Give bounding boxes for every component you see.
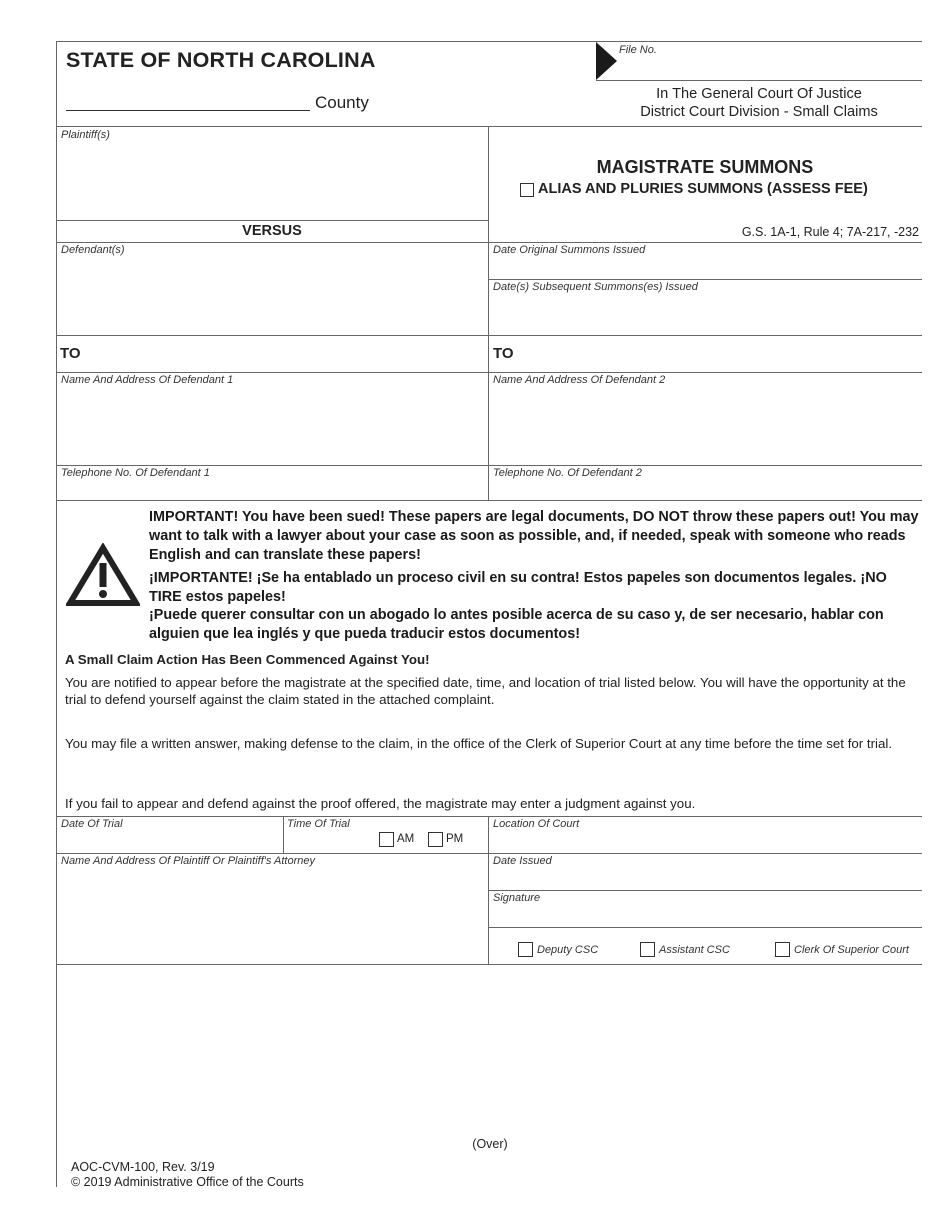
clerk-superior-court-label: Clerk Of Superior Court <box>794 944 909 956</box>
center-divider-top <box>488 126 489 500</box>
versus-bottom-rule <box>56 242 922 243</box>
date-original-field[interactable] <box>492 258 920 277</box>
deputy-csc-checkbox[interactable] <box>518 942 533 957</box>
date-issued-field[interactable] <box>492 869 920 888</box>
notice-paragraph-2: You may file a written answer, making defense to the claim, in the office of the Clerk of Superior Court at any time before the time set for trial. <box>65 736 893 751</box>
signature-label: Signature <box>493 892 541 904</box>
form-number: AOC-CVM-100, Rev. 3/19 <box>71 1160 215 1174</box>
court-line-2: District Court Division - Small Claims <box>640 104 878 120</box>
form-left-border <box>56 41 57 1187</box>
plaintiff-address-label: Name And Address Of Plaintiff Or Plaintiff's Attorney <box>61 855 315 867</box>
over-label: (Over) <box>472 1137 508 1151</box>
warning-spanish-2: ¡Puede querer consultar con un abogado lo antes posible acerca de su caso y, de ser necesario, hablar con alguien que lea inglés y que pueda traducir estos documentos! <box>149 607 884 642</box>
defendants-label: Defendant(s) <box>61 244 125 256</box>
clerk-superior-court-checkbox[interactable] <box>775 942 790 957</box>
telephone-bottom-rule <box>56 500 922 501</box>
defendant1-tel-field[interactable] <box>60 481 484 498</box>
form-top-border <box>56 41 922 42</box>
file-no-label: File No. <box>619 44 657 56</box>
to-bottom-rule <box>56 372 922 373</box>
trial-divider-1 <box>283 816 284 853</box>
defendant1-address-field[interactable] <box>60 388 484 462</box>
pm-label: PM <box>446 833 464 845</box>
date-issued-rule <box>488 890 922 891</box>
magistrate-summons-title: MAGISTRATE SUMMONS <box>596 157 814 177</box>
form-bottom-rule <box>56 964 922 965</box>
to-left-heading: TO <box>60 345 81 362</box>
court-line-1: In The General Court Of Justice <box>656 86 862 102</box>
date-issued-label: Date Issued <box>493 855 552 867</box>
file-no-arrow-icon <box>595 41 619 81</box>
defendants-bottom-rule <box>56 335 922 336</box>
time-of-trial-field[interactable] <box>287 832 375 851</box>
versus-top-rule <box>56 220 488 221</box>
plaintiff-address-field[interactable] <box>60 869 484 961</box>
location-of-court-label: Location Of Court <box>493 818 580 830</box>
address-bottom-rule <box>56 465 922 466</box>
notice-paragraph-3: If you fail to appear and defend against the proof offered, the magistrate may enter a judgment against you. <box>65 796 696 811</box>
defendant1-name-label: Name And Address Of Defendant 1 <box>61 374 234 386</box>
assistant-csc-label: Assistant CSC <box>659 944 730 956</box>
pm-checkbox[interactable] <box>428 832 443 847</box>
statute-reference: G.S. 1A-1, Rule 4; 7A-217, -232 <box>741 225 919 239</box>
county-label: County <box>315 93 369 112</box>
am-checkbox[interactable] <box>379 832 394 847</box>
warning-triangle-icon <box>66 543 140 607</box>
signature-field[interactable] <box>492 906 920 925</box>
warning-spanish-1: ¡IMPORTANTE! ¡Se ha entablado un proceso civil en su contra! Estos papeles son documentos legales. ¡NO TIRE estos papeles! <box>149 570 887 605</box>
defendant2-tel-label: Telephone No. Of Defendant 2 <box>493 467 642 479</box>
signature-rule <box>488 927 922 928</box>
alias-summons-checkbox[interactable] <box>520 183 534 197</box>
date-original-rule <box>488 279 922 280</box>
deputy-csc-label: Deputy CSC <box>537 944 599 956</box>
date-subsequent-field[interactable] <box>492 295 920 333</box>
assistant-csc-checkbox[interactable] <box>640 942 655 957</box>
file-no-underline <box>596 80 922 81</box>
plaintiffs-label: Plaintiff(s) <box>61 129 110 141</box>
time-of-trial-label: Time Of Trial <box>287 818 350 830</box>
date-original-label: Date Original Summons Issued <box>493 244 646 256</box>
alias-summons-label: ALIAS AND PLURIES SUMMONS (ASSESS FEE) <box>538 181 868 197</box>
state-title: STATE OF NORTH CAROLINA <box>66 48 376 72</box>
defendants-field[interactable] <box>60 258 484 332</box>
trial-bottom-rule <box>56 853 922 854</box>
notice-paragraph-1: You are notified to appear before the magistrate at the specified date, time, and location of trial listed below. You will have the opportunity at the trial to defend yourself against the claim stated in the attached complaint. <box>65 675 906 707</box>
defendant2-address-field[interactable] <box>492 388 920 462</box>
small-claim-heading: A Small Claim Action Has Been Commenced Against You! <box>65 652 430 667</box>
file-no-field[interactable] <box>622 58 920 78</box>
date-of-trial-field[interactable] <box>60 832 280 851</box>
versus-label: VERSUS <box>242 223 302 239</box>
header-bottom-rule <box>56 126 922 127</box>
defendant1-tel-label: Telephone No. Of Defendant 1 <box>61 467 210 479</box>
plaintiffs-field[interactable] <box>60 144 484 216</box>
to-right-heading: TO <box>493 345 514 362</box>
warning-english: IMPORTANT! You have been sued! These papers are legal documents, DO NOT throw these papers out! You may want to talk with a lawyer about your case as soon as possible, and, if needed, speak with someone who reads English and can translate these papers! <box>149 509 919 563</box>
copyright-notice: © 2019 Administrative Office of the Courts <box>71 1175 304 1189</box>
county-input-line[interactable] <box>66 110 310 111</box>
date-of-trial-label: Date Of Trial <box>61 818 123 830</box>
am-label: AM <box>397 833 415 845</box>
defendant2-name-label: Name And Address Of Defendant 2 <box>493 374 666 386</box>
date-subsequent-label: Date(s) Subsequent Summons(es) Issued <box>493 281 698 293</box>
location-of-court-field[interactable] <box>492 832 920 851</box>
trial-top-rule <box>56 816 922 817</box>
defendant2-tel-field[interactable] <box>492 481 920 498</box>
